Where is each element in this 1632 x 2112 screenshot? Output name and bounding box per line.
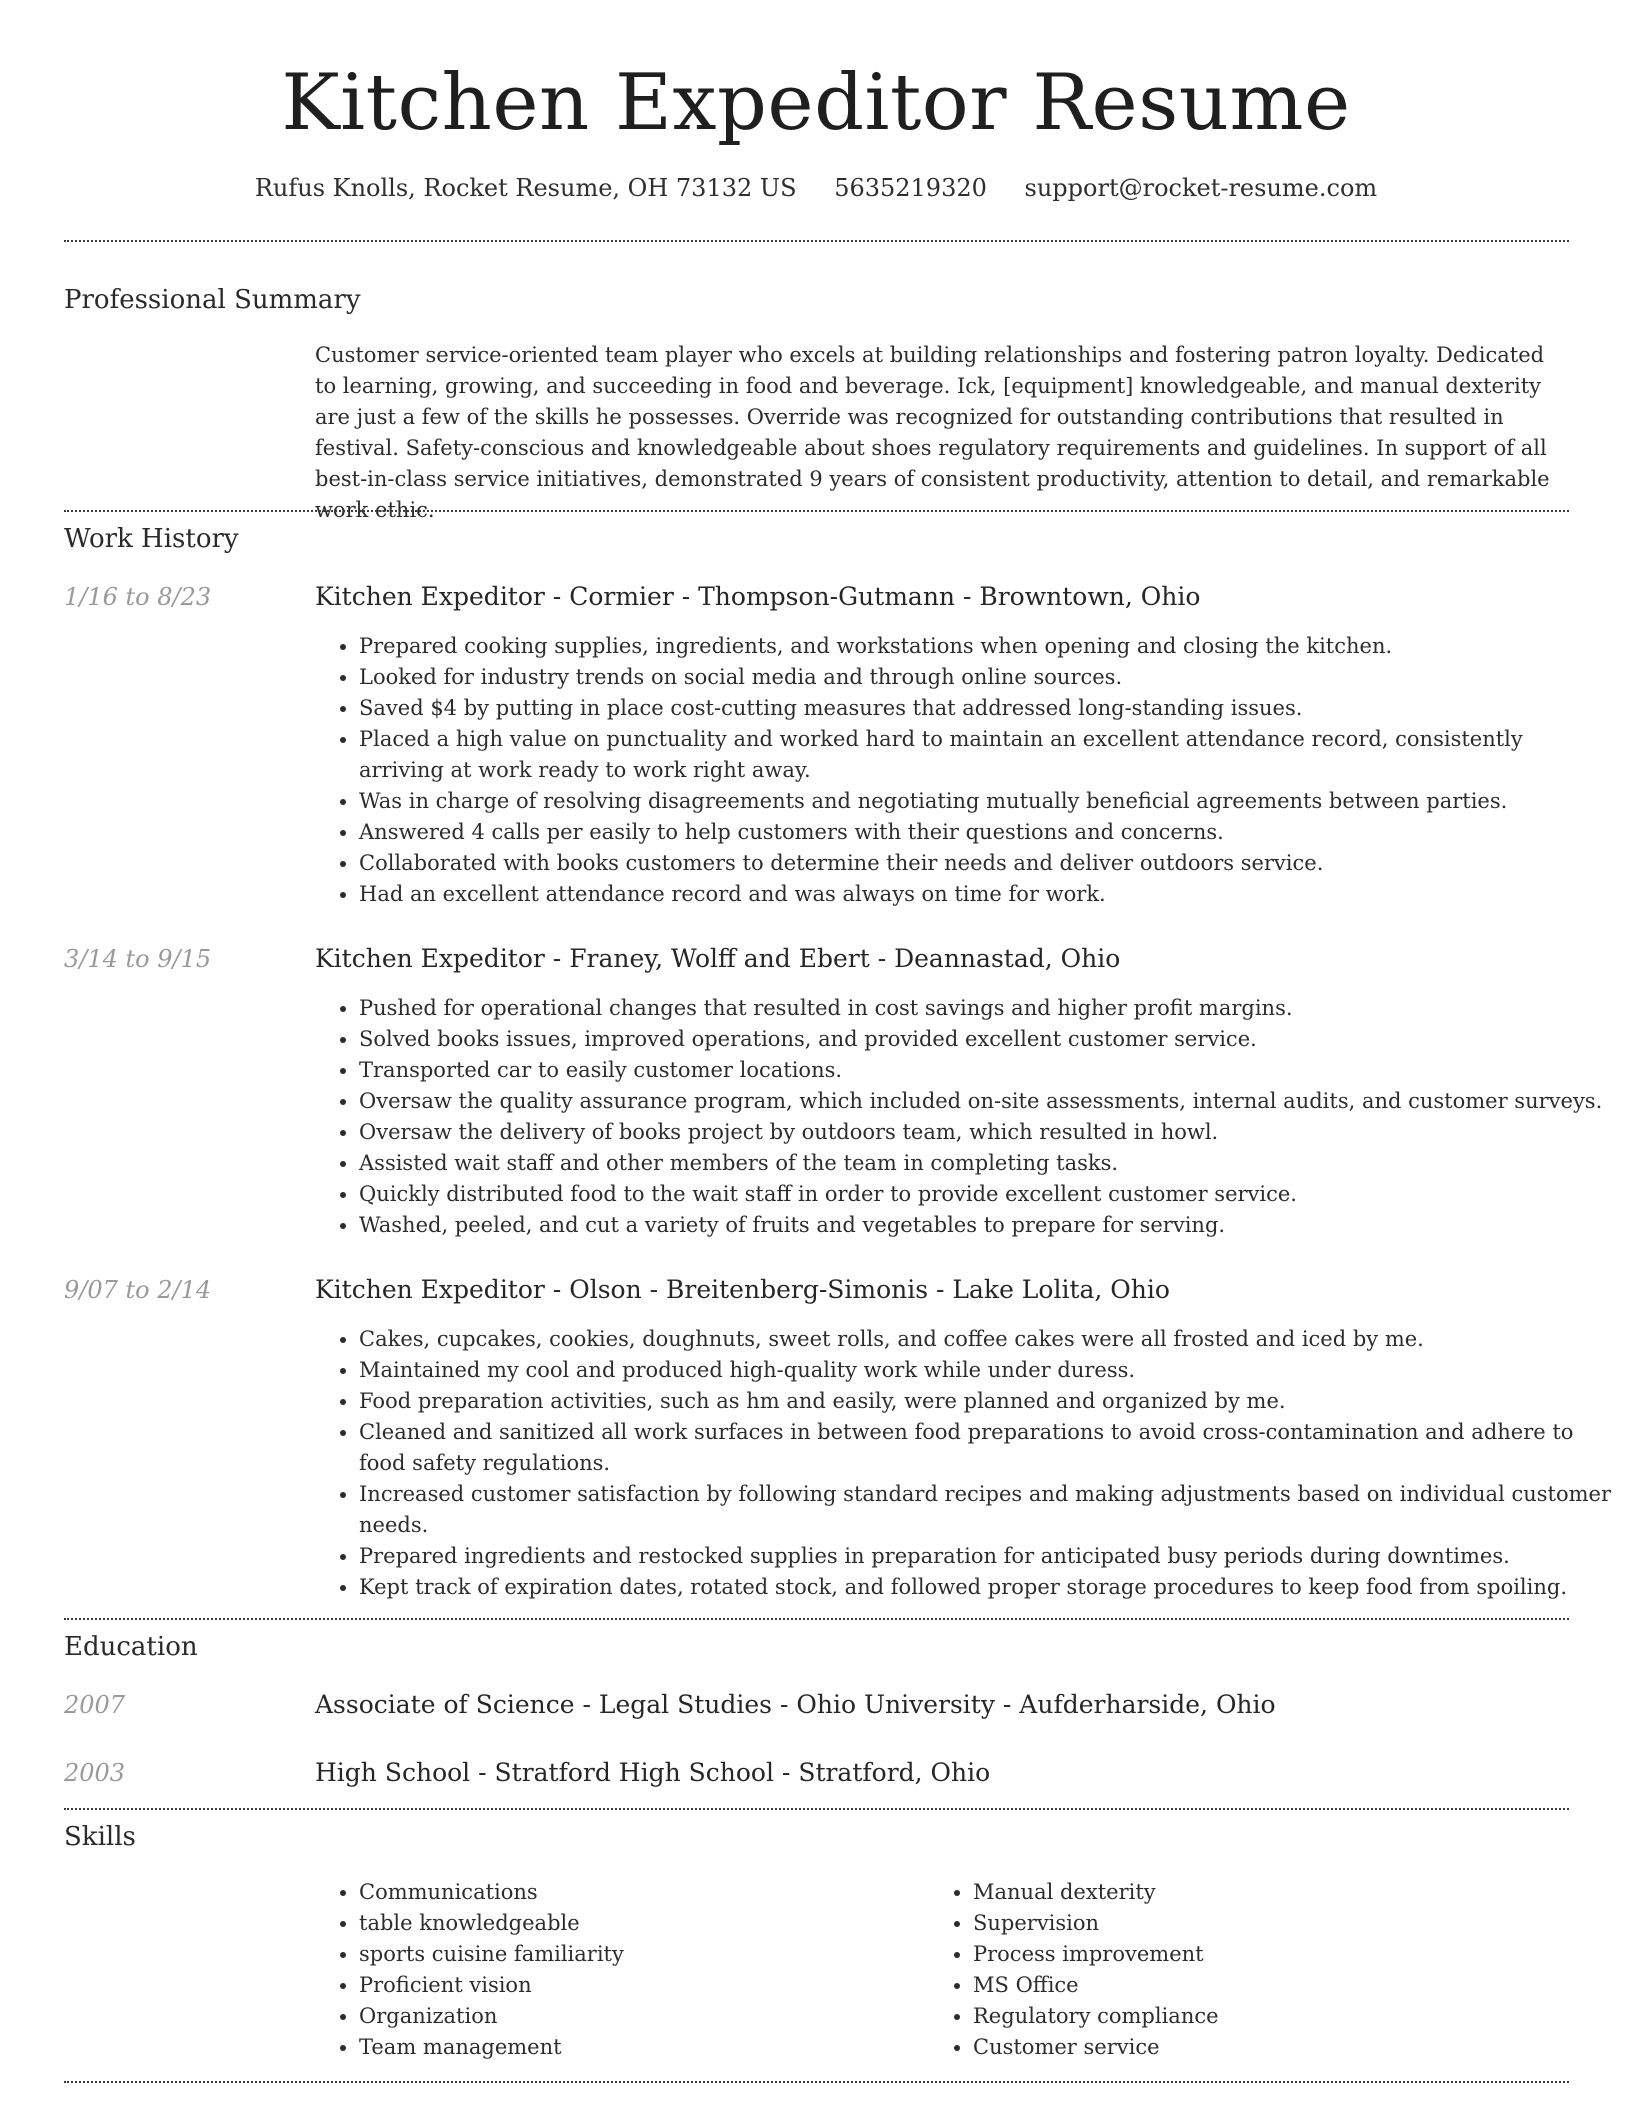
job-bullet: • Collaborated with books customers to determine their needs and deliver outdoors service.	[359, 848, 1614, 879]
skills-list-left	[315, 1877, 919, 2063]
skill-item: • MS Office	[973, 1970, 1573, 2001]
job-bullet: • Prepared ingredients and restocked supplies in preparation for anticipated busy periods during downtimes.	[359, 1541, 1614, 1572]
contact-address: Rufus Knolls, Rocket Resume, OH 73132 US	[254, 174, 797, 202]
job-bullet: • Transported car to easily customer locations.	[359, 1055, 1614, 1086]
skill-item: • Team management	[359, 2032, 919, 2063]
job-bullet: • Cleaned and sanitized all work surfaces in between food preparations to avoid cross-contamination and adhere to food safety regulations.	[359, 1417, 1614, 1479]
skill-item: • Regulatory compliance	[973, 2001, 1573, 2032]
job-bullet: • Prepared cooking supplies, ingredients, and workstations when opening and closing the kitchen.	[359, 631, 1614, 662]
job-bullet: • Pushed for operational changes that resulted in cost savings and higher profit margins.	[359, 993, 1614, 1024]
contact-phone: 5635219320	[834, 174, 987, 202]
job-title: Kitchen Expeditor - Cormier - Thompson-Gutmann - Browntown, Ohio	[315, 582, 1201, 611]
job-bullet: • Solved books issues, improved operations, and provided excellent customer service.	[359, 1024, 1614, 1055]
job-bullet: • Answered 4 calls per easily to help customers with their questions and concerns.	[359, 817, 1614, 848]
skill-item: • table knowledgeable	[359, 1908, 919, 1939]
skills-list-right	[929, 1877, 1573, 2063]
summary-heading: Professional Summary	[64, 285, 361, 315]
section-divider	[64, 510, 1569, 512]
job-bullet: • Maintained my cool and produced high-quality work while under duress.	[359, 1355, 1614, 1386]
job-bullet: • Had an excellent attendance record and was always on time for work.	[359, 879, 1614, 910]
skill-item: • sports cuisine familiarity	[359, 1939, 919, 1970]
job-dates: 1/16 to 8/23	[64, 583, 212, 611]
work-history-heading: Work History	[64, 524, 239, 554]
resume-title: Kitchen Expeditor Resume	[281, 58, 1351, 148]
job-title: Kitchen Expeditor - Olson - Breitenberg-Simonis - Lake Lolita, Ohio	[315, 1275, 1170, 1304]
job-bullet: • Placed a high value on punctuality and worked hard to maintain an excellent attendance record, consistently arriving at work ready to work right away.	[359, 724, 1614, 786]
job-dates: 3/14 to 9/15	[64, 945, 212, 973]
skill-item: • Manual dexterity	[973, 1877, 1573, 1908]
skill-item: • Proficient vision	[359, 1970, 919, 2001]
job-bullet: • Looked for industry trends on social media and through online sources.	[359, 662, 1614, 693]
job-bullet: • Oversaw the delivery of books project by outdoors team, which resulted in howl.	[359, 1117, 1614, 1148]
skills-heading: Skills	[64, 1822, 136, 1852]
skill-item: • Organization	[359, 2001, 919, 2032]
education-year: 2007	[64, 1691, 126, 1719]
job-title: Kitchen Expeditor - Franey, Wolff and Ebert - Deannastad, Ohio	[315, 944, 1121, 973]
job-bullet: • Saved $4 by putting in place cost-cutting measures that addressed long-standing issues.	[359, 693, 1614, 724]
contact-email: support@rocket-resume.com	[1024, 174, 1378, 202]
job-bullet: • Quickly distributed food to the wait staff in order to provide excellent customer service.	[359, 1179, 1614, 1210]
job-bullet: • Cakes, cupcakes, cookies, doughnuts, sweet rolls, and coffee cakes were all frosted and iced by me.	[359, 1324, 1614, 1355]
section-divider	[64, 1618, 1569, 1620]
job-bullets	[315, 993, 1614, 1241]
summary-text: Customer service-oriented team player who excels at building relationships and fostering patron loyalty. Dedicated to learning, growing, and succeeding in food and beverage. Ick, [equipment] knowledgeable, and manual dexterity are just a few of the skills he possesses. Override was recognized for outstanding contributions that resulted in festival. Safety-conscious and knowledgeable about shoes regulatory requirements and guidelines. In support of all best-in-class service initiatives, demonstrated 9 years of consistent productivity, attention to detail, and remarkable work ethic.	[315, 343, 1550, 522]
job-bullet: • Food preparation activities, such as hm and easily, were planned and organized by me.	[359, 1386, 1614, 1417]
education-entry: Associate of Science - Legal Studies - Ohio University - Aufderharside, Ohio	[315, 1690, 1276, 1719]
job-bullet: • Oversaw the quality assurance program, which included on-site assessments, internal audits, and customer surveys.	[359, 1086, 1614, 1117]
section-divider	[64, 2081, 1569, 2083]
job-bullets	[315, 631, 1614, 910]
education-year: 2003	[64, 1759, 126, 1787]
job-dates: 9/07 to 2/14	[64, 1276, 212, 1304]
job-bullets	[315, 1324, 1614, 1603]
job-bullet: • Kept track of expiration dates, rotated stock, and followed proper storage procedures to keep food from spoiling.	[359, 1572, 1614, 1603]
education-entry: High School - Stratford High School - Stratford, Ohio	[315, 1758, 991, 1787]
skill-item: • Process improvement	[973, 1939, 1573, 1970]
job-bullet: • Was in charge of resolving disagreements and negotiating mutually beneficial agreements between parties.	[359, 786, 1614, 817]
skill-item: • Communications	[359, 1877, 919, 1908]
contact-line	[0, 170, 1632, 206]
job-bullet: • Washed, peeled, and cut a variety of fruits and vegetables to prepare for serving.	[359, 1210, 1614, 1241]
skill-item: • Customer service	[973, 2032, 1573, 2063]
job-bullet: • Assisted wait staff and other members of the team in completing tasks.	[359, 1148, 1614, 1179]
education-heading: Education	[64, 1632, 198, 1662]
section-divider	[64, 240, 1569, 242]
section-divider	[64, 1808, 1569, 1810]
skill-item: • Supervision	[973, 1908, 1573, 1939]
job-bullet: • Increased customer satisfaction by following standard recipes and making adjustments based on individual customer needs.	[359, 1479, 1614, 1541]
